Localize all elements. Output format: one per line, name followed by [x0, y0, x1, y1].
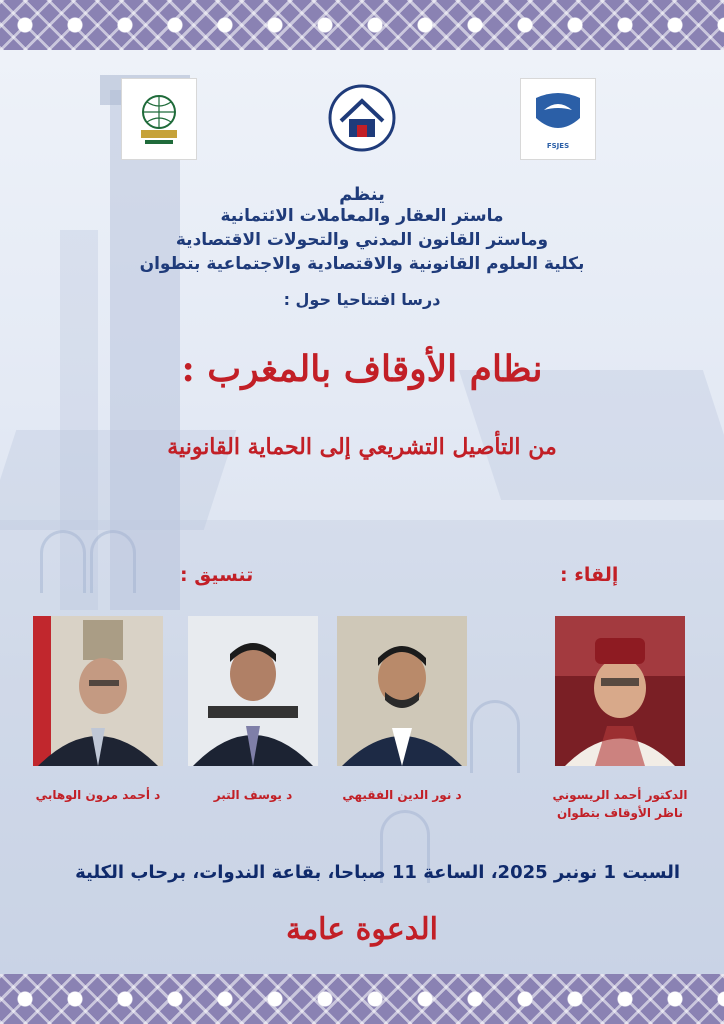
faculty-logo-caption: FSJES: [546, 142, 570, 150]
speaker-title-1: ناظر الأوقاف بتطوان: [557, 806, 683, 820]
speaker-photo-4: [33, 616, 163, 766]
organizes-heading: ينظم: [339, 184, 385, 205]
poster-body: [0, 50, 724, 974]
master-logo-left: [121, 78, 197, 160]
background-arch: [40, 530, 86, 593]
speaker-photo-1: [555, 616, 685, 766]
event-datetime: السبت 1 نونبر 2025، الساعة 11 صباحا، بقاعة الندوات، برحاب الكلية: [75, 862, 680, 883]
speaker-name-2: د نور الدين الفقيهي: [342, 788, 462, 802]
house-icon: [327, 83, 397, 153]
speaker-photo-2: [337, 616, 467, 766]
bird-emblem-icon: [530, 88, 586, 140]
faculty-logo: [520, 78, 596, 160]
organizer-line-1: ماستر العقار والمعاملات الائتمانية: [220, 206, 504, 226]
organizer-line-3: بكلية العلوم القانونية والاقتصادية والاجتماعية بتطوان: [139, 254, 585, 274]
speaker-photo-3: [188, 616, 318, 766]
speaker-name-1: الدكتور أحمد الريسوني: [552, 788, 688, 802]
coordination-label: تنسيق :: [180, 564, 254, 586]
background-arch: [90, 530, 136, 593]
top-decorative-band: [0, 0, 724, 50]
globe-book-icon: [129, 88, 189, 150]
lecture-subtitle: من التأصيل التشريعي إلى الحماية القانونية: [167, 434, 557, 460]
lecture-intro: درسا افتتاحيا حول :: [283, 290, 441, 309]
speaker-name-3: د يوسف التبر: [213, 788, 293, 802]
lecture-title: نظام الأوقاف بالمغرب :: [181, 348, 543, 390]
background-arch: [470, 700, 520, 773]
bottom-decorative-band: [0, 974, 724, 1024]
public-invitation: الدعوة عامة: [286, 912, 438, 947]
master-logo-middle: [325, 78, 399, 158]
organizer-line-2: وماستر القانون المدني والتحولات الاقتصادية: [175, 230, 549, 250]
speaker-name-4: د أحمد مرون الوهابي: [35, 788, 161, 802]
delivery-label: إلقاء :: [560, 564, 619, 586]
